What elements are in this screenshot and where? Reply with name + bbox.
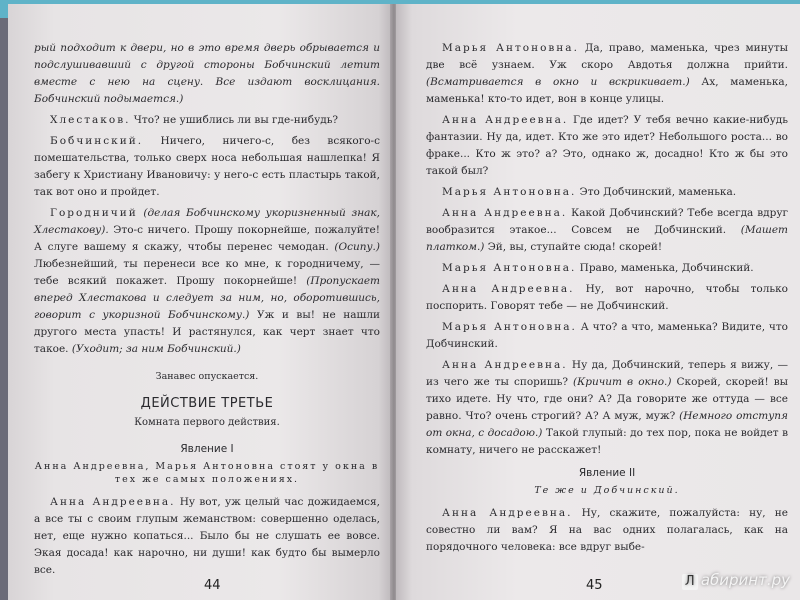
stage-direction-curtain: Занавес опускается. [155, 371, 259, 382]
page-number-left: 44 [204, 578, 221, 593]
paragraph [34, 112, 380, 129]
paragraph [34, 40, 380, 108]
watermark-text: абиринт.ру [700, 571, 790, 589]
left-page-text-continued [34, 494, 380, 579]
speaker-name: Хлестаков. [50, 114, 131, 126]
open-book [8, 4, 800, 600]
scene-title: Явление I [180, 443, 234, 455]
stage-direction: (делая Бобчинскому укоризненный знак, Хлестакову). [34, 207, 380, 236]
speaker-name: Анна Андреевна. [442, 507, 573, 519]
dialogue-text: Уж и вы! не нашли другого места упасть! И растянулся, как черт знает что такое. [34, 309, 380, 355]
paragraph [426, 357, 788, 459]
right-page-text-continued [426, 505, 788, 556]
right-page-text [426, 40, 788, 459]
stage-direction: (Немного отступя от окна, с досадою.) [426, 410, 788, 439]
speaker-name: Марья Антоновна. [442, 321, 577, 333]
dialogue-text: Эй, вы, ступайте сюда! скорей! [484, 241, 663, 253]
paragraph [34, 494, 380, 579]
speaker-name: Бобчинский. [50, 135, 144, 147]
stage-direction: (Машет платком.) [426, 224, 788, 253]
scene-cast: Те же и Добчинский. [534, 485, 680, 496]
right-page [396, 4, 800, 600]
stage-direction: (Пропускает вперед Хлестакова и следует за ним, но, оборотившись, говорит с укоризной Бобчинскому.) [34, 275, 380, 321]
paragraph [34, 205, 380, 358]
dialogue-text: Где идет? У тебя вечно какие-нибудь фантазии. Ну да, идет. Кто же это идет? Небольшого роста... во фраке... Кто ж это? а? Это, однако ж, досадно! Кто ж бы это такой был? [426, 114, 788, 177]
paragraph [426, 112, 788, 180]
speaker-name: Марья Антоновна. [442, 262, 577, 274]
page-number-right: 45 [586, 578, 603, 593]
dialogue-text: Такой глупый: до тех пор, пока не войдет в комнату, ничего не расскажет! [426, 427, 788, 456]
paragraph [426, 281, 788, 315]
dialogue-text: Да, право, маменька, чрез минуты две всё узнаем. Уж скоро Авдотья должна прийти. [426, 42, 788, 71]
speaker-name: Анна Андреевна. [442, 114, 569, 126]
dialogue-text: Какой Добчинский? Тебе всегда вдруг вообразится этакое... Совсем не Добчинский. [426, 207, 788, 236]
speaker-name: Анна Андреевна. [442, 283, 575, 295]
speaker-name: Анна Андреевна. [50, 496, 176, 508]
paragraph [426, 505, 788, 556]
speaker-name: Марья Антоновна. [442, 186, 577, 198]
dialogue-text: Это-с ничего. Прошу покорнейше, пожалуйте! А слуге вашему я скажу, чтобы перенес чемодан. [34, 224, 380, 253]
paragraph [426, 319, 788, 353]
paragraph [426, 184, 788, 201]
stage-direction: (Кричит в окно.) [573, 376, 672, 388]
stage-direction: (Уходит; за ним Бобчинский.) [71, 343, 241, 355]
scene-title: Явление II [578, 467, 636, 479]
dialogue-text: Право, маменька, Добчинский. [576, 262, 754, 274]
paragraph [426, 205, 788, 256]
left-page-text [34, 40, 380, 358]
act-title: ДЕЙСТВИЕ ТРЕТЬЕ [140, 396, 274, 411]
stage-direction: (Осипу.) [334, 241, 380, 253]
labirint-logo-icon: Л [682, 574, 698, 590]
paragraph [426, 260, 788, 277]
dialogue-text: Ну, скажите, пожалуйста: ну, не совестно ли вам? Я на вас одних полагалась, как на порядочного человека: все вдруг выбе- [426, 507, 788, 553]
dialogue-text: Любезнейший, ты перенеси все ко мне, к городничему, — тебе всякий покажет. Прошу покорнейше! [34, 258, 380, 287]
dialogue-text: Скорей, скорей! вы тихо идете. Ну что, где они? А? Да говорите же оттуда — все равно. Что? очень строгий? А? А муж, муж? [426, 376, 788, 422]
dialogue-text: А что? а что, маменька? Видите, что Добчинский. [426, 321, 788, 350]
speaker-name: Марья Антоновна. [442, 42, 579, 54]
dialogue-text: Что? не ушиблись ли вы где-нибудь? [130, 114, 339, 126]
speaker-name: Анна Андреевна. [442, 207, 568, 219]
paragraph [34, 133, 380, 201]
dialogue-text: Ах, маменька, маменька! кто-то идет, вон в конце улицы. [426, 76, 788, 105]
scene-cast: Анна Андреевна, Марья Антоновна стоят у окна в тех же самых положениях. [34, 461, 380, 485]
speaker-name: Анна Андреевна. [442, 359, 568, 371]
dialogue-text: Это Добчинский, маменька. [576, 186, 737, 198]
dialogue-text: Ну вот, уж целый час дожидаемся, а все ты с своим глупым жеманством: совершенно оделась, нет, еще нужно копаться... Было бы не слушать ее вовсе. Экая досада! как нарочно, ни души! как будто бы вымерло все. [34, 496, 380, 576]
left-page [8, 4, 394, 600]
dialogue-text: Ну да, Добчинский, теперь я вижу, — из чего же ты споришь? [426, 359, 788, 388]
dialogue-text: Ничего, ничего-с, без всякого-с помешательства, только сверх носа небольшая нашлепка! Я забегу к Христиану Ивановичу: у него-с есть пластырь такой, так вот оно и пройдет. [34, 135, 380, 198]
stage-direction: рый подходит к двери, но в это время дверь обрывается и подслушивавший с другой стороны Бобчинский летит вместе с нею на сцену. Все издают восклицания. Бобчинский подымается.) [34, 42, 380, 105]
paragraph [426, 40, 788, 108]
speaker-name: Городничий [50, 207, 138, 219]
dialogue-text: Ну, вот нарочно, чтобы только поспорить. Говорят тебе — не Добчинский. [426, 283, 788, 312]
labirint-watermark [682, 571, 790, 590]
stage-direction: (Всматривается в окно и вскрикивает.) [426, 76, 690, 88]
act-setting: Комната первого действия. [134, 417, 280, 428]
